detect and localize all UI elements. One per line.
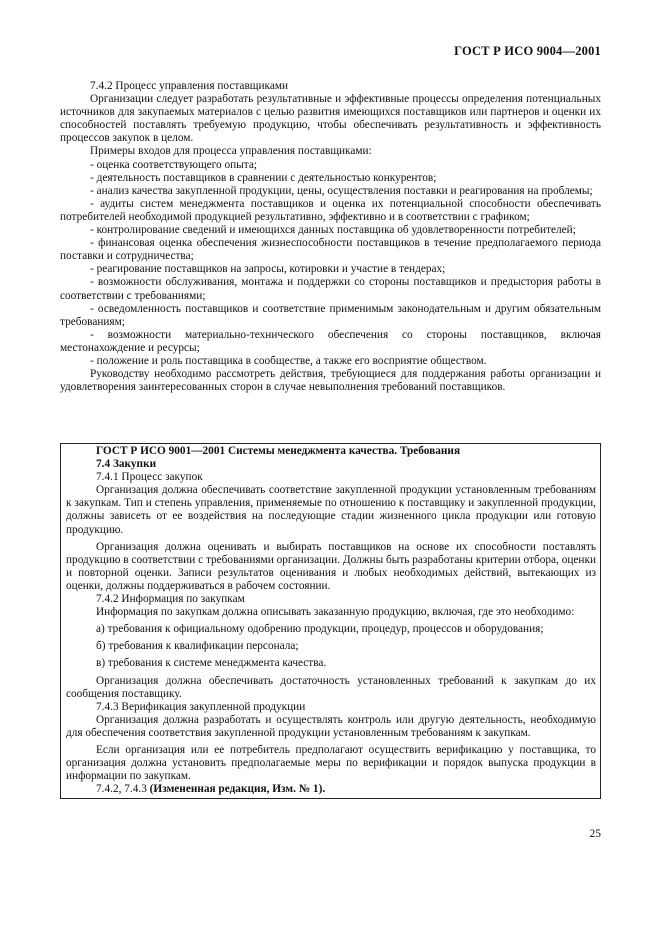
list-item: - возможности обслуживания, монтажа и поддержки со стороны поставщиков и предыстория работы в соответствии с требованиями;	[60, 276, 601, 302]
clause-741-paragraph: Организация должна обеспечивать соответствие закупленной продукции установленным требованиям к закупкам. Тип и степень управления, применяемые по отношению к поставщику и закупленной продукции, должны зависеть от ее воздействия на последующие стадии жизненного цикла продукции или готовую продукцию.	[66, 484, 596, 536]
page-header: ГОСТ Р ИСО 9004—2001	[454, 44, 601, 58]
list-item: - возможности материально-технического обеспечения со стороны поставщиков, включая местонахождение и ресурсы;	[60, 329, 601, 355]
section-742	[60, 80, 601, 394]
clause-742-paragraph: Информация по закупкам должна описывать заказанную продукцию, включая, где это необходимо:	[96, 606, 575, 619]
section-intro: Организации следует разработать результативные и эффективные процессы определения потенциальных источников для закупаемых материалов с целью развития имеющихся поставщиков или партнеров и оценки их способностей поставлять требуемую продукцию, чтобы обеспечивать результативность и эффективность процессов закупок в целом.	[60, 93, 601, 145]
list-item: - финансовая оценка обеспечения жизнеспособности поставщиков в течение предполагаемого периода поставки и сотрудничества;	[60, 237, 601, 263]
clause-743-paragraph: Если организация или ее потребитель предполагают осуществить верификацию у поставщика, то организация должна установить предполагаемые меры по верификации и порядок выпуска продукции в информации по закупкам.	[66, 743, 596, 783]
list-item: - оценка соответствующего опыта;	[60, 159, 601, 172]
list-item: - анализ качества закупленной продукции, цены, осуществления поставки и реагирования на проблемы;	[60, 185, 601, 198]
box-subtitle: 7.4 Закупки	[96, 458, 157, 471]
clause-743-heading: 7.4.3 Верификация закупленной продукции	[96, 700, 306, 713]
list-item: - контролирование сведений и имеющихся данных поставщика об удовлетворенности потребителей;	[60, 224, 601, 237]
clause-743-paragraph: Организация должна разработать и осуществлять контроль или другую деятельность, необходимую для обеспечения соответствия закупленной продукции установленным требованиям к закупкам.	[66, 713, 596, 739]
clause-742-paragraph: Организация должна обеспечивать достаточность установленных требований к закупкам до их сообщения поставщику.	[66, 674, 596, 700]
page-number: 25	[589, 828, 601, 840]
list-item: - деятельность поставщиков в сравнении с деятельностью конкурентов;	[60, 172, 601, 185]
section-closing: Руководству необходимо рассмотреть действия, требующиеся для поддержания работы организации и удовлетворения заинтересованных сторон в случае невыполнения требований поставщиков.	[60, 368, 601, 394]
clause-741-heading: 7.4.1 Процесс закупок	[96, 471, 203, 484]
list-item: - реагирование поставщиков на запросы, котировки и участие в тендерах;	[60, 263, 601, 276]
clause-742-heading: 7.4.2 Информация по закупкам	[96, 593, 245, 606]
section-heading: 7.4.2 Процесс управления поставщиками	[90, 80, 289, 92]
list-item: б) требования к квалификации персонала;	[96, 640, 299, 653]
list-item: а) требования к официальному одобрению продукции, процедур, процессов и оборудования;	[96, 623, 544, 636]
inputs-lead: Примеры входов для процесса управления поставщиками:	[90, 145, 372, 158]
amendment-refs: 7.4.2, 7.4.3	[96, 783, 147, 796]
amendment-label: (Измененная редакция, Изм. № 1).	[149, 783, 326, 796]
list-item: в) требования к системе менеджмента качества.	[96, 657, 327, 670]
box-title: ГОСТ Р ИСО 9001—2001 Системы менеджмента качества. Требования	[96, 445, 461, 457]
quoted-standard-box	[60, 443, 601, 799]
amendment-note	[66, 783, 596, 796]
list-item: - аудиты систем менеджмента поставщиков и оценка их потенциальной способности обеспечивать потребителей необходимой продукцией результативно, эффективно и в соответствии с графиком;	[60, 198, 601, 224]
list-item: - положение и роль поставщика в сообществе, а также его восприятие обществом.	[60, 355, 601, 368]
list-item: - осведомленность поставщиков и соответствие применимым законодательным и другим обязательным требованиям;	[60, 303, 601, 329]
clause-741-paragraph: Организация должна оценивать и выбирать поставщиков на основе их способности поставлять продукцию в соответствии с требованиями организации. Должны быть разработаны критерии отбора, оценки и повторной оценки. Записи результатов оценивания и любых необходимых действий, вытекающих из оценки, должны поддерживаться в рабочем состоянии.	[66, 540, 596, 592]
inputs-list	[60, 159, 601, 369]
